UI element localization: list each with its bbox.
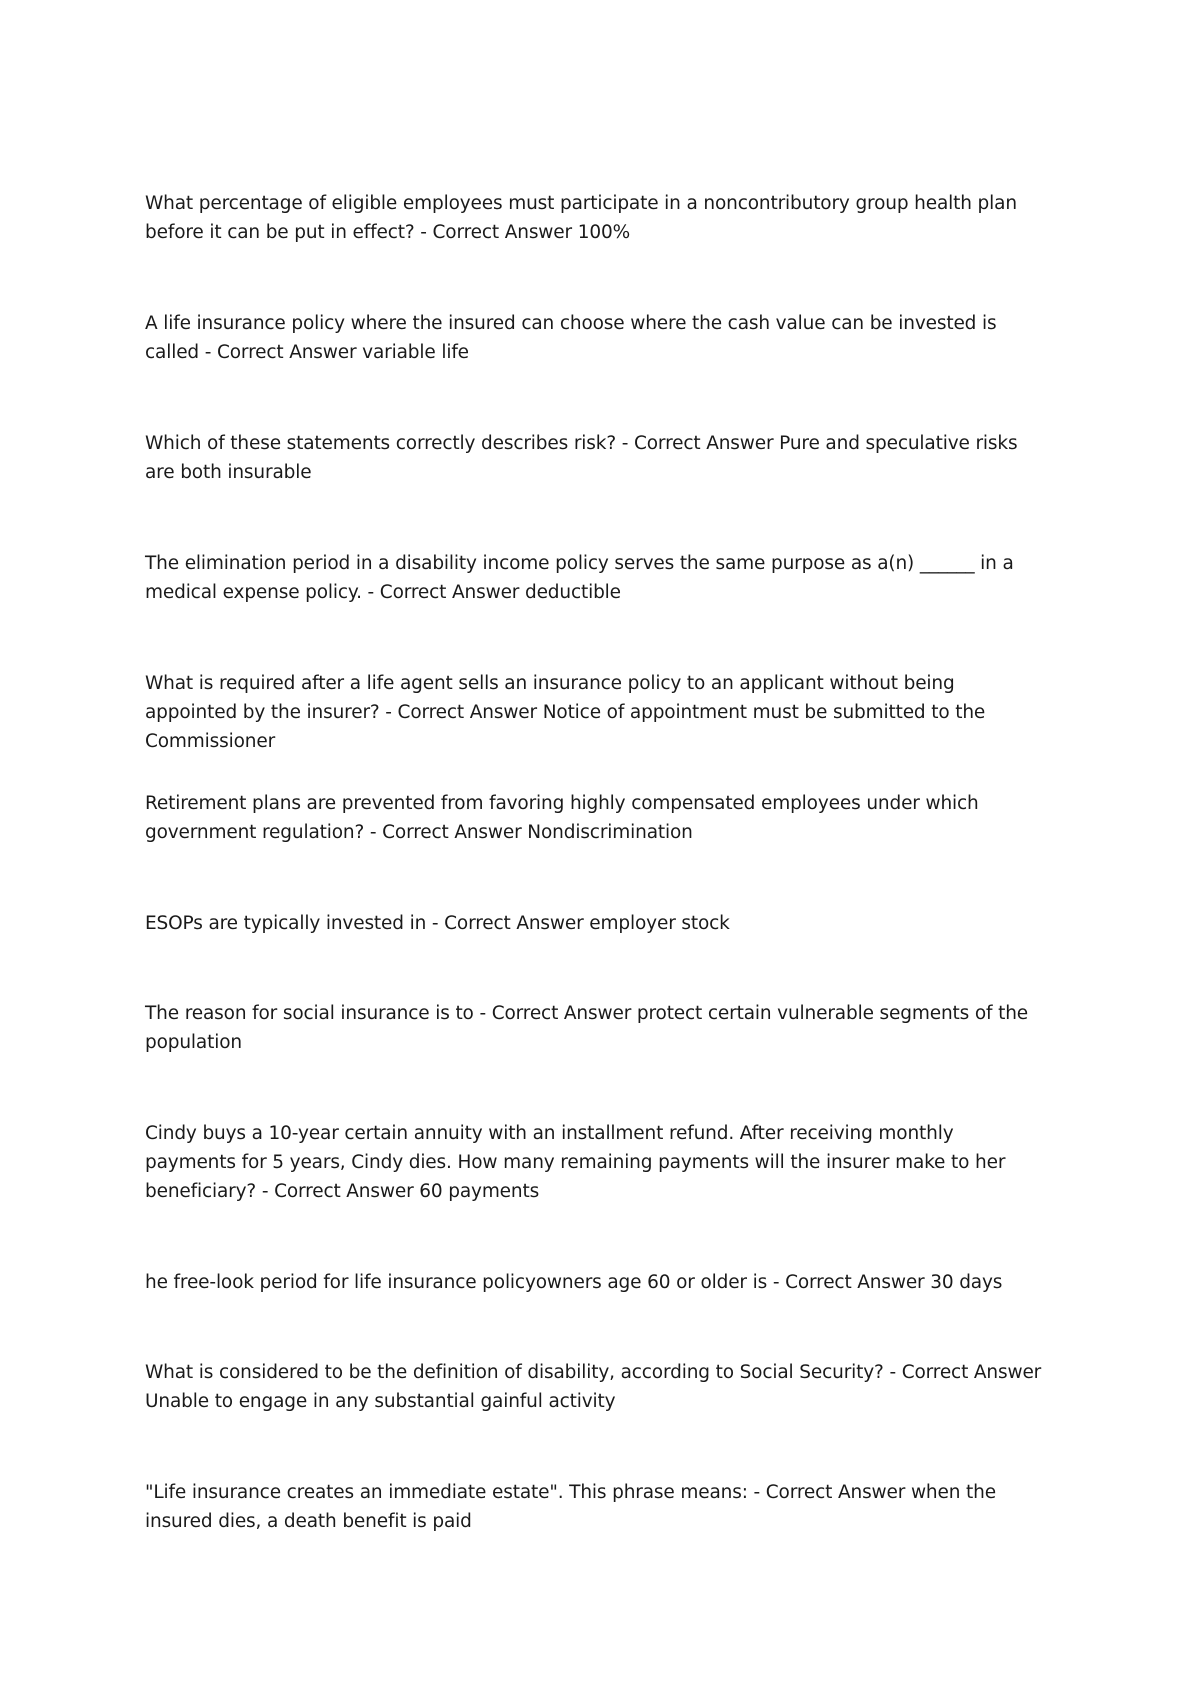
qa-item: What is considered to be the definition of disability, according to Social Security? - Correct Answer Unable to engage in any substantial gainful activity xyxy=(145,1362,1042,1412)
qa-item: ESOPs are typically invested in - Correct Answer employer stock xyxy=(145,913,730,934)
qa-item: A life insurance policy where the insured can choose where the cash value can be invested is called - Correct Answer variable life xyxy=(145,313,997,363)
qa-item: Which of these statements correctly describes risk? - Correct Answer Pure and speculative risks are both insurable xyxy=(145,433,1018,483)
qa-item: The elimination period in a disability income policy serves the same purpose as a(n) ______ in a medical expense policy. - Correct Answer deductible xyxy=(145,553,1014,603)
qa-item: Retirement plans are prevented from favoring highly compensated employees under which government regulation? - Correct Answer Nondiscrimination xyxy=(145,793,979,843)
qa-item: he free-look period for life insurance policyowners age 60 or older is - Correct Answer 30 days xyxy=(145,1272,1003,1293)
qa-item: Cindy buys a 10-year certain annuity with an installment refund. After receiving monthly payments for 5 years, Cindy dies. How many remaining payments will the insurer make to her beneficiary? - Correct Answer 60 payments xyxy=(145,1123,1006,1202)
qa-item: "Life insurance creates an immediate estate". This phrase means: - Correct Answer when the insured dies, a death benefit is paid xyxy=(145,1482,996,1532)
qa-item: The reason for social insurance is to - Correct Answer protect certain vulnerable segments of the population xyxy=(145,1003,1029,1053)
qa-item: What is required after a life agent sells an insurance policy to an applicant without being appointed by the insurer? - Correct Answer Notice of appointment must be submitted to the Commissioner xyxy=(145,673,986,752)
qa-item: What percentage of eligible employees must participate in a noncontributory group health plan before it can be put in effect? - Correct Answer 100% xyxy=(145,193,1017,243)
